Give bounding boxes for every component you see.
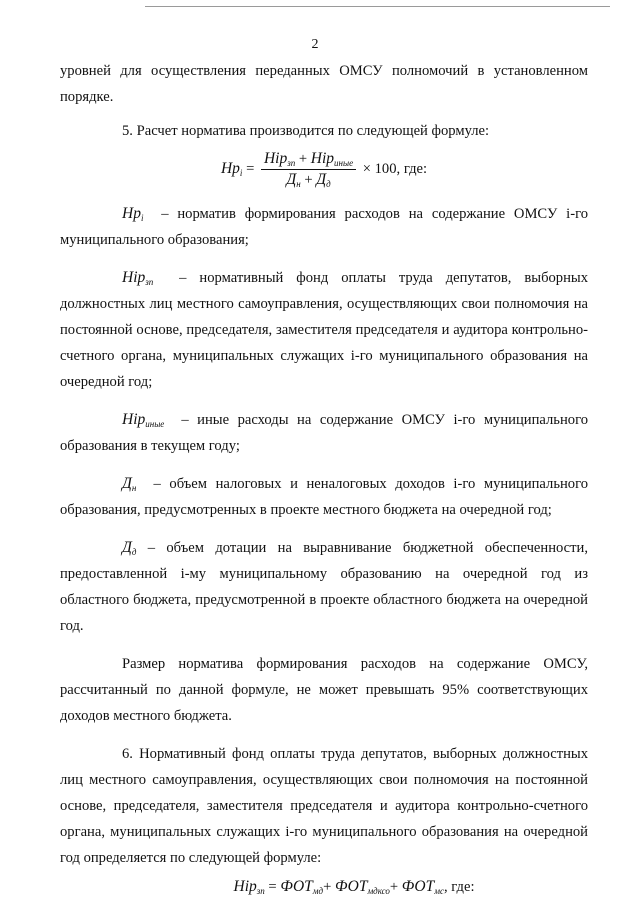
formula-wage-fund: $Нір_{зп} = ФОТ_{мд}+ ФОТ_{мдксо}+ ФОТ_{мс}$, где:: [233, 878, 475, 896]
formula-numerator: Нір$_{зп}$ + Нір$_{иные}$: [261, 150, 356, 170]
definition-item: $Нр_i$ – норматив формирования расходов на содержание ОМСУ i-го муниципального образования;: [60, 205, 589, 248]
document-body: [60, 58, 588, 903]
definition-item: $Д_н$ – объем налоговых и неналоговых доходов i-го муниципального образования, предусмотренных в проекте местного бюджета на очередной год;: [60, 475, 589, 518]
top-border-line: [145, 6, 610, 7]
page-number: 2: [311, 37, 319, 52]
formula-denominator: $Д_н + Д_д$: [286, 171, 331, 189]
formula-equals: =: [246, 160, 255, 177]
formula-normative: [60, 150, 588, 189]
formula-multiplier: × 100: [362, 160, 397, 177]
formula-fraction: [261, 150, 356, 189]
paragraph-6: 6. Нормативный фонд оплаты труда депутатов, выборных должностных лиц местного самоуправления, осуществляющих свои полномочия на постоянной основе, председателя, заместителя председателя и аудитора контрольно-счетного органа, муниципальных служащих i-го муниципального образования на очередной год определяется по следующей формуле:: [60, 746, 588, 866]
paragraph-continuation: уровней для осуществления переданных ОМСУ полномочий в установленном порядке.: [60, 63, 588, 105]
definition-item: $Д_д$ – объем дотации на выравнивание бюджетной обеспеченности, предоставленной i-му муниципальному образованию на очередной год из областного бюджета, предусмотренной в проекте областного бюджета на очередной год.: [60, 539, 588, 634]
definition-item: Нір$_{иные}$ – иные расходы на содержание ОМСУ i-го муниципального образования в текущем году;: [60, 411, 588, 454]
definition-item: Нір$_{зп}$ – нормативный фонд оплаты труда депутатов, выборных должностных лиц местного самоуправления, осуществляющих свои полномочия на постоянной основе, председателя, заместителя председателя и аудитора контрольно-счетного органа, муниципальных служащих i-го муниципального образования на очередной год;: [60, 269, 588, 390]
paragraph-5: 5. Расчет норматива производится по следующей формуле:: [122, 123, 490, 139]
formula-tail: , где:: [396, 160, 428, 177]
formula-lhs: $Нр_i$: [220, 159, 243, 178]
paragraph-limit: Размер норматива формирования расходов на содержание ОМСУ, рассчитанный по данной формуле, не может превышать 95% соответствующих доходов местного бюджета.: [60, 656, 588, 724]
